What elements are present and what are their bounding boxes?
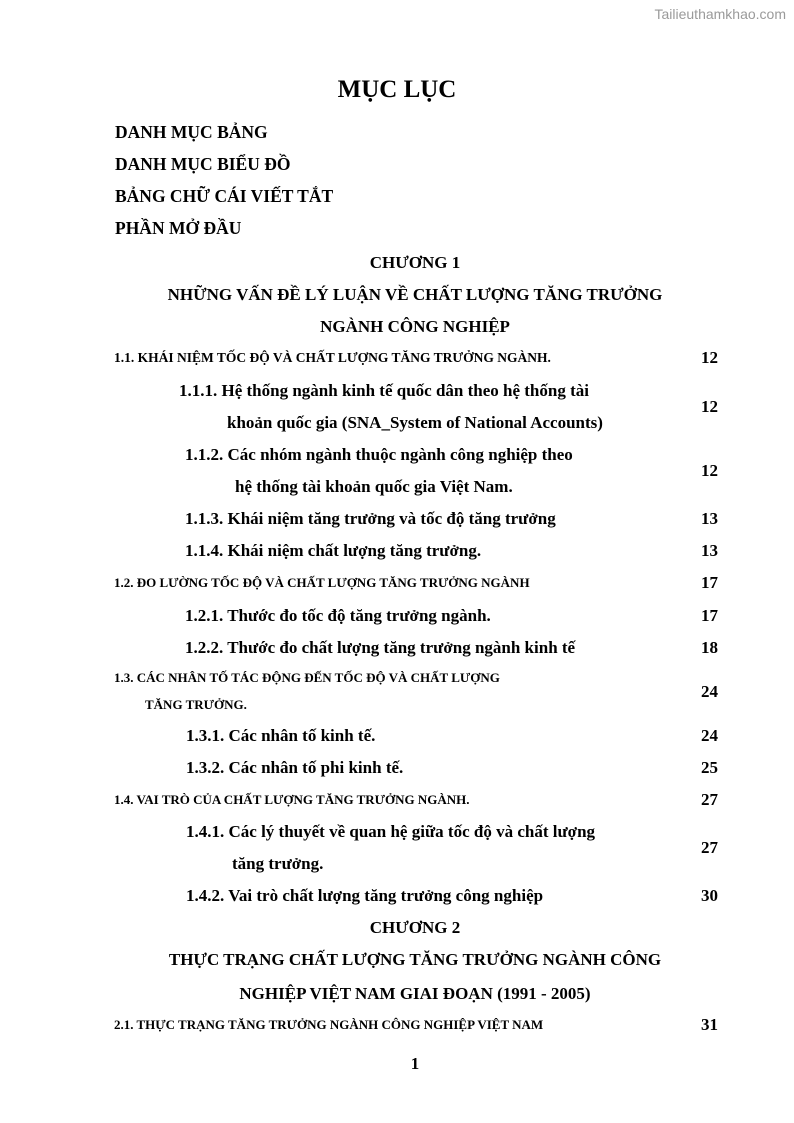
- toc-subsection: 1.1.1. Hệ thống ngành kinh tế quốc dân theo hệ thống tài: [179, 381, 589, 400]
- toc-subsection: 1.4.2. Vai trò chất lượng tăng trưởng công nghiệp: [186, 886, 544, 905]
- toc-subsection: 1.2.2. Thước đo chất lượng tăng trưởng ngành kinh tế: [185, 638, 576, 657]
- toc-page-number: 25: [701, 758, 718, 777]
- toc-page-number: 27: [701, 790, 718, 809]
- toc-page-number: 17: [701, 606, 718, 625]
- chapter-2-label: CHƯƠNG 2: [369, 918, 461, 937]
- toc-subsection: 1.2.1. Thước đo tốc độ tăng trưởng ngành.: [185, 606, 491, 625]
- toc-page-number: 24: [701, 682, 718, 701]
- page-number: 1: [410, 1054, 420, 1073]
- toc-subsection-continuation: khoản quốc gia (SNA_System of National Accounts): [227, 413, 603, 432]
- page-title: MỤC LỤC: [337, 76, 457, 103]
- toc-subsection: 1.3.2. Các nhân tố phi kinh tế.: [186, 758, 404, 777]
- chapter-1-label: CHƯƠNG 1: [369, 253, 461, 272]
- toc-subsection: 1.1.3. Khái niệm tăng trưởng và tốc độ tăng trưởng: [185, 509, 556, 528]
- chapter-1-title-line: NGÀNH CÔNG NGHIỆP: [320, 317, 510, 336]
- toc-section-heading: 1.3. CÁC NHÂN TỐ TÁC ĐỘNG ĐẾN TỐC ĐỘ VÀ CHẤT LƯỢNG: [114, 670, 500, 685]
- toc-page-number: 31: [701, 1015, 718, 1034]
- chapter-2-title-line: NGHIỆP VIỆT NAM GIAI ĐOẠN (1991 - 2005): [239, 984, 591, 1003]
- toc-subsection: 1.1.4. Khái niệm chất lượng tăng trưởng.: [185, 541, 482, 560]
- toc-page-number: 13: [701, 509, 718, 528]
- toc-section-heading: 2.1. THỰC TRẠNG TĂNG TRƯỞNG NGÀNH CÔNG NGHIỆP VIỆT NAM: [114, 1017, 544, 1032]
- toc-section-heading: 1.4. VAI TRÒ CỦA CHẤT LƯỢNG TĂNG TRƯỞNG NGÀNH.: [114, 792, 470, 807]
- toc-page-number: 12: [701, 348, 718, 367]
- front-matter-item: PHẦN MỞ ĐẦU: [115, 218, 242, 238]
- toc-subsection: 1.4.1. Các lý thuyết về quan hệ giữa tốc độ và chất lượng: [186, 822, 596, 841]
- chapter-2-title-line: THỰC TRẠNG CHẤT LƯỢNG TĂNG TRƯỞNG NGÀNH CÔNG: [168, 950, 662, 969]
- toc-page-number: 18: [701, 638, 718, 657]
- toc-section-heading: 1.2. ĐO LƯỜNG TỐC ĐỘ VÀ CHẤT LƯỢNG TĂNG TRƯỞNG NGÀNH: [114, 575, 530, 590]
- front-matter-item: BẢNG CHỮ CÁI VIẾT TẮT: [115, 186, 334, 206]
- toc-subsection-continuation: hệ thống tài khoản quốc gia Việt Nam.: [235, 477, 513, 496]
- toc-page-number: 12: [701, 397, 718, 416]
- toc-page-number: 30: [701, 886, 718, 905]
- toc-section-heading-continuation: TĂNG TRƯỞNG.: [145, 697, 247, 712]
- toc-subsection: 1.1.2. Các nhóm ngành thuộc ngành công nghiệp theo: [185, 445, 573, 464]
- toc-page-number: 27: [701, 838, 718, 857]
- toc-page-number: 13: [701, 541, 718, 560]
- front-matter-item: DANH MỤC BẢNG: [115, 122, 268, 142]
- toc-page-number: 17: [701, 573, 718, 592]
- toc-section-heading: 1.1. KHÁI NIỆM TỐC ĐỘ VÀ CHẤT LƯỢNG TĂNG TRƯỞNG NGÀNH.: [114, 350, 551, 365]
- watermark: Tailieuthamkhao.com: [654, 6, 786, 22]
- toc-subsection: 1.3.1. Các nhân tố kinh tế.: [186, 726, 376, 745]
- toc-page-number: 12: [701, 461, 718, 480]
- toc-subsection-continuation: tăng trưởng.: [232, 854, 324, 873]
- chapter-1-title-line: NHỮNG VẤN ĐỀ LÝ LUẬN VỀ CHẤT LƯỢNG TĂNG TRƯỞNG: [167, 285, 663, 304]
- front-matter-item: DANH MỤC BIỂU ĐỒ: [115, 154, 291, 174]
- toc-page-number: 24: [701, 726, 718, 745]
